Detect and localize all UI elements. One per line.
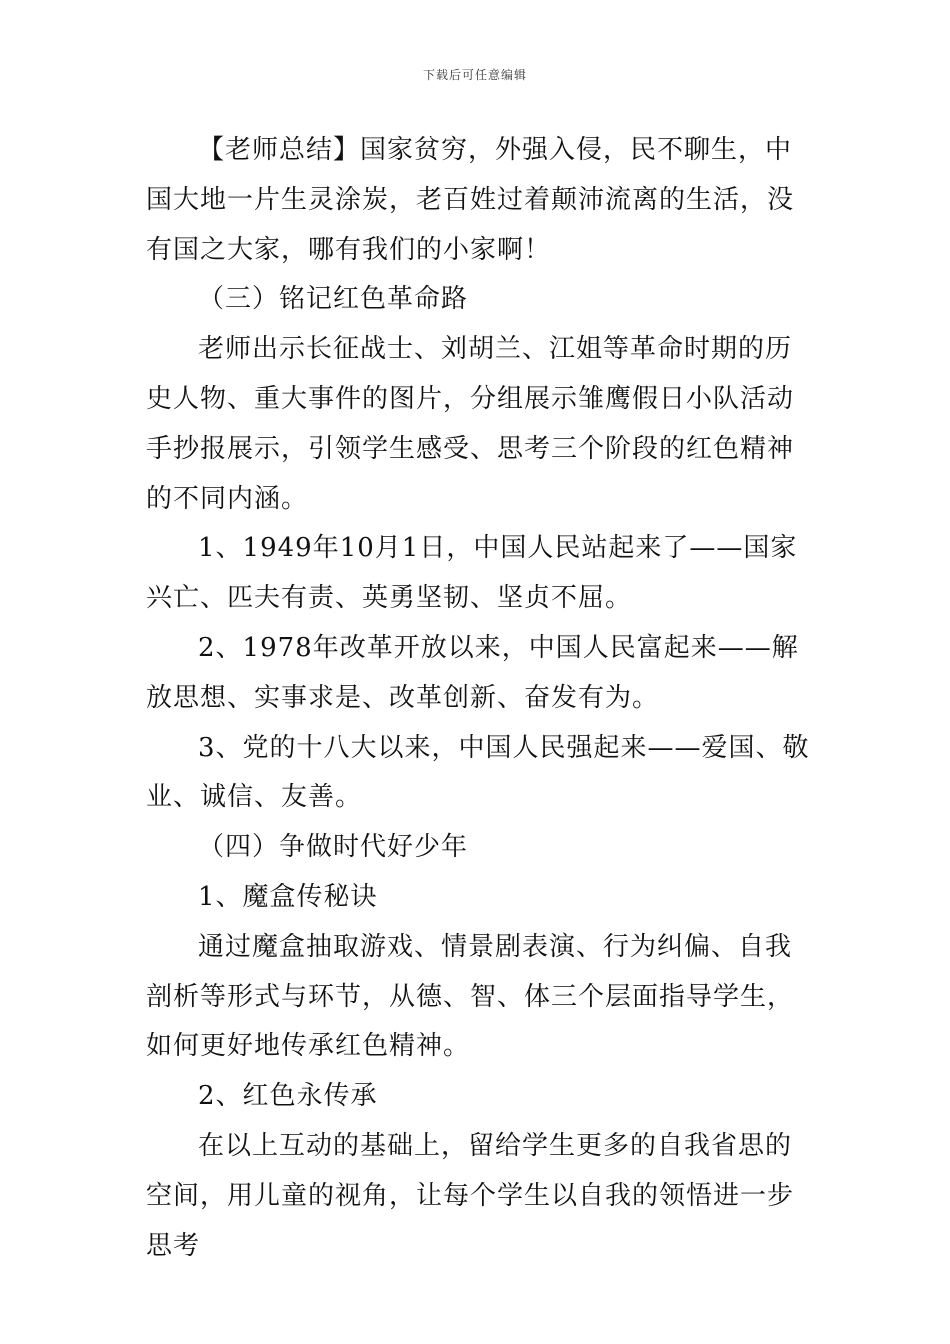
section-heading-three: （三）铭记红色革命路 [198, 284, 469, 315]
list-item-18th-congress: 3、党的十八大以来，中国人民强起来——爱国、敬业、诚信、友善。 [146, 732, 810, 813]
paragraph-teacher-summary: 【老师总结】国家贫穷，外强入侵，民不聊生，中国大地一片生灵涂炭，老百姓过着颠沛流离的生活，没有国之大家，哪有我们的小家啊！ [146, 135, 795, 265]
section-heading-four: （四）争做时代好少年 [198, 832, 469, 863]
paragraph-interaction: 在以上互动的基础上，留给学生更多的自我省思的空间，用儿童的视角，让每个学生以自我的领悟进一步思考 [146, 1130, 795, 1261]
subheading-red-inheritance: 2、红色永传承 [198, 1081, 378, 1112]
header-note: 下载后可任意编辑 [422, 68, 527, 82]
subheading-magic-box: 1、魔盒传秘诀 [198, 881, 378, 912]
paragraph-teacher-shows: 老师出示长征战士、刘胡兰、江姐等革命时期的历史人物、重大事件的图片，分组展示雏鹰假日小队活动手抄报展示，引领学生感受、思考三个阶段的红色精神的不同内涵。 [146, 334, 795, 514]
paragraph-magic-box: 通过魔盒抽取游戏、情景剧表演、行为纠偏、自我剖析等形式与环节，从德、智、体三个层面指导学生，如何更好地传承红色精神。 [146, 931, 795, 1062]
list-item-1949: 1、1949年10月1日，中国人民站起来了——国家兴亡、匹夫有责、英勇坚韧、坚贞不屈。 [146, 533, 798, 614]
document-body [146, 126, 811, 1271]
list-item-1978: 2、1978年改革开放以来，中国人民富起来——解放思想、实事求是、改革创新、奋发有为。 [146, 632, 799, 713]
